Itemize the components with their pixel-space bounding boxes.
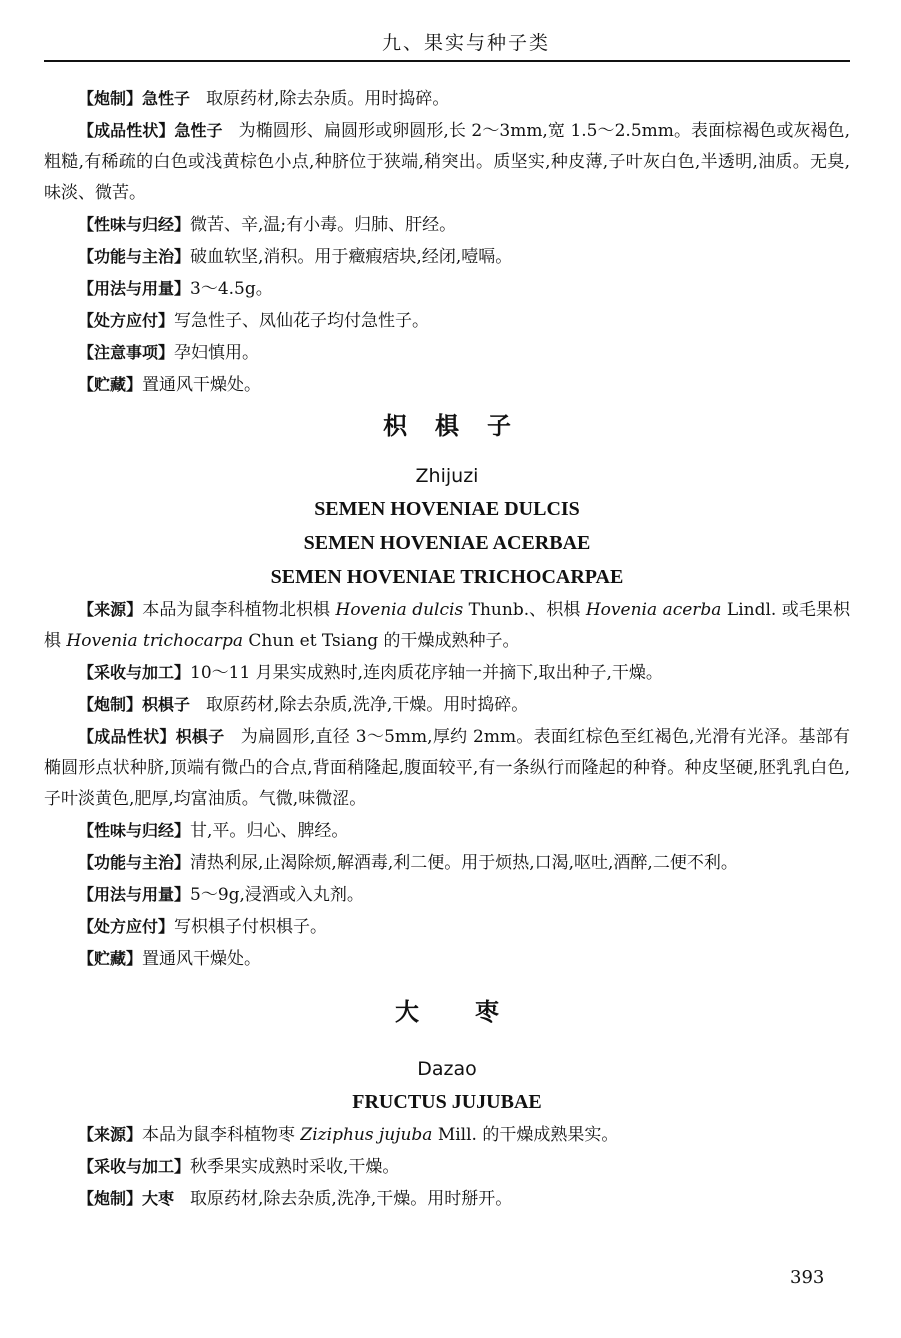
page-number: 393 [790, 1267, 825, 1288]
pinyin-dazao: Dazao [417, 1058, 477, 1080]
item-text: 取原药材,除去杂质,洗净,干燥。用时捣碎。 [206, 695, 529, 715]
source-paragraph-zhijuzi: 【来源】本品为鼠李科植物北枳椇 Hovenia dulcis Thunb.、枳椇 Hovenia acerba Lindl. 或毛果枳椇 Hovenia trichocarpa Chun et Tsiang 的干燥成熟种子。 [44, 600, 850, 651]
item-key: 【贮藏】 [78, 375, 143, 394]
monograph-title-dazao: 大枣 [395, 998, 555, 1026]
item-text: 置通风干燥处。 [142, 375, 262, 395]
item-key: 【成品性状】枳椇子 [78, 727, 225, 746]
item-text: 置通风干燥处。 [142, 949, 262, 969]
item-key: 【性味与归经】 [78, 821, 191, 840]
entry-paragraph [44, 879, 850, 911]
item-key: 【来源】 [78, 600, 143, 619]
header-title: 九、果实与种子类 [381, 32, 550, 54]
species-name: Hovenia dulcis [335, 600, 464, 620]
item-text: 写急性子、凤仙花子均付急性子。 [174, 311, 430, 331]
page-content [44, 83, 850, 1215]
item-text: 破血软坚,消积。用于癥瘕痞块,经闭,噎嗝。 [190, 247, 513, 267]
item-text: 甘,平。归心、脾经。 [190, 821, 349, 841]
item-text: 取原药材,除去杂质。用时捣碎。 [206, 89, 450, 109]
pinyin-zhijuzi: Zhijuzi [415, 465, 479, 487]
item-key: 【贮藏】 [78, 949, 143, 968]
item-key: 【炮制】急性子 [78, 89, 191, 108]
item-key: 【炮制】枳椇子 [78, 695, 191, 714]
item-text: 写枳椇子付枳椇子。 [174, 917, 328, 937]
latin-name-1: SEMEN HOVENIAE DULCIS [314, 498, 580, 520]
item-key: 【采收与加工】 [78, 663, 191, 682]
entry-paragraph [44, 305, 850, 337]
item-key: 【用法与用量】 [78, 885, 191, 904]
entry-paragraph [44, 657, 850, 689]
source-paragraph-dazao: 【来源】本品为鼠李科植物枣 Ziziphus jujuba Mill. 的干燥成熟果实。 [78, 1125, 619, 1145]
entry-paragraph [44, 83, 850, 115]
entry-paragraph [44, 1183, 850, 1215]
entry-paragraph [44, 815, 850, 847]
entry-paragraph [44, 1151, 850, 1183]
entry-paragraph [44, 721, 850, 815]
latin-name-dazao: FRUCTUS JUJUBAE [352, 1091, 542, 1113]
section-jixingzi-tail [44, 83, 850, 401]
species-name: Ziziphus jujuba [300, 1125, 433, 1145]
entry-paragraph [44, 847, 850, 879]
item-text: 微苦、辛,温;有小毒。归肺、肝经。 [190, 215, 457, 235]
entry-paragraph [44, 911, 850, 943]
item-key: 【功能与主治】 [78, 853, 191, 872]
item-key: 【注意事项】 [78, 343, 175, 362]
entry-paragraph [44, 337, 850, 369]
item-key: 【采收与加工】 [78, 1157, 191, 1176]
item-key: 【处方应付】 [78, 311, 175, 330]
item-text: 孕妇慎用。 [174, 343, 260, 363]
item-key: 【来源】 [78, 1125, 143, 1144]
species-name: Hovenia acerba [585, 600, 722, 620]
item-key: 【功能与主治】 [78, 247, 191, 266]
item-key: 【用法与用量】 [78, 279, 191, 298]
item-text: 为扁圆形,直径 3～5mm,厚约 2mm。表面红棕色至红褐色,光滑有光泽。基部有椭圆形点状种脐,顶端有微凸的合点,背面稍隆起,腹面较平,有一条纵行而隆起的种脊。种皮坚硬,胚乳乳白色,子叶淡黄色,肥厚,均富油质。气微,味微涩。 [44, 727, 850, 809]
item-text: 3～4.5g。 [190, 279, 273, 299]
item-text: 秋季果实成熟时采收,干燥。 [190, 1157, 400, 1177]
entry-paragraph [44, 115, 850, 209]
entry-paragraph [44, 209, 850, 241]
section-dazao-items [44, 1151, 850, 1215]
section-zhijuzi-items [44, 657, 850, 975]
item-text: 5～9g,浸酒或入丸剂。 [190, 885, 364, 905]
item-key: 【性味与归经】 [78, 215, 191, 234]
species-name: Hovenia trichocarpa [66, 631, 243, 651]
entry-paragraph [44, 241, 850, 273]
header-rule [44, 60, 850, 62]
item-text: 清热利尿,止渴除烦,解酒毒,利二便。用于烦热,口渴,呕吐,酒醉,二便不利。 [190, 853, 738, 873]
monograph-title-zhijuzi: 枳椇子 [383, 412, 539, 440]
item-text: 取原药材,除去杂质,洗净,干燥。用时掰开。 [190, 1189, 513, 1209]
entry-paragraph [44, 943, 850, 975]
entry-paragraph [44, 369, 850, 401]
latin-name-3: SEMEN HOVENIAE TRICHOCARPAE [270, 566, 624, 588]
item-text: 为椭圆形、扁圆形或卵圆形,长 2～3mm,宽 1.5～2.5mm。表面棕褐色或灰褐色,粗糙,有稀疏的白色或浅黄棕色小点,种脐位于狭端,稍突出。质坚实,种皮薄,子叶灰白色,半透明,油质。无臭,味淡、微苦。 [44, 121, 850, 203]
running-header [44, 28, 850, 55]
item-text: 10～11 月果实成熟时,连肉质花序轴一并摘下,取出种子,干燥。 [190, 663, 663, 683]
entry-paragraph [44, 273, 850, 305]
item-key: 【炮制】大枣 [78, 1189, 175, 1208]
entry-paragraph [44, 689, 850, 721]
item-key: 【成品性状】急性子 [78, 121, 223, 140]
latin-name-2: SEMEN HOVENIAE ACERBAE [303, 532, 591, 554]
item-key: 【处方应付】 [78, 917, 175, 936]
